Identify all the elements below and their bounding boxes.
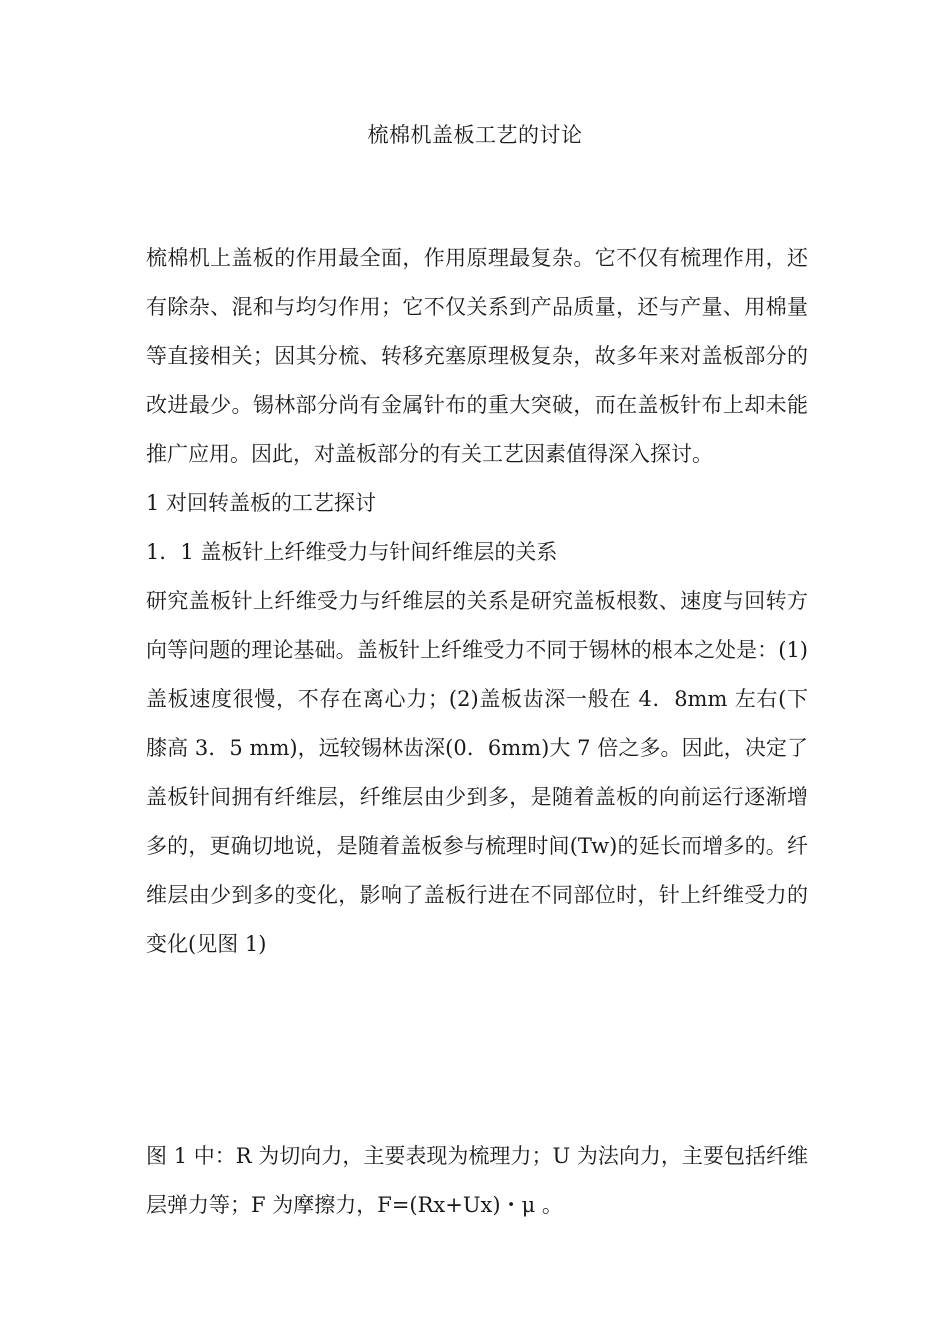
document-body <box>146 234 808 969</box>
section-1-1-paragraph: 研究盖板针上纤维受力与纤维层的关系是研究盖板根数、速度与回转方向等问题的理论基础。盖板针上纤维受力不同于锡林的根本之处是：(1)盖板速度很慢，不存在离心力；(2)盖板齿深一般在 4．8mm 左右(下膝高 3．5 mm)，远较锡林齿深(0．6mm)大 7 倍之多。因此，决定了盖板针间拥有纤维层，纤维层由少到多，是随着盖板的向前运行逐渐增多的，更确切地说，是随着盖板参与梳理时间(Tw)的延长而增多的。纤维层由少到多的变化，影响了盖板行进在不同部位时，针上纤维受力的变化(见图 1) <box>146 589 808 956</box>
figure-1-caption-block <box>146 1132 808 1230</box>
figure-1-caption: 图 1 中：R 为切向力，主要表现为梳理力；U 为法向力，主要包括纤维层弹力等；F 为摩擦力，F=(Rx+Ux)・μ 。 <box>146 1144 808 1217</box>
section-1-heading: 1 对回转盖板的工艺探讨 <box>146 491 377 515</box>
document-title: 梳棉机盖板工艺的讨论 <box>367 123 583 147</box>
intro-paragraph: 梳棉机上盖板的作用最全面，作用原理最复杂。它不仅有梳理作用，还有除杂、混和与均匀作用；它不仅关系到产品质量，还与产量、用棉量等直接相关；因其分梳、转移充塞原理极复杂，故多年来对盖板部分的改进最少。锡林部分尚有金属针布的重大突破，而在盖板针布上却未能推广应用。因此，对盖板部分的有关工艺因素值得深入探讨。 <box>146 246 808 466</box>
section-1-1-heading: 1．1 盖板针上纤维受力与针间纤维层的关系 <box>146 540 558 564</box>
